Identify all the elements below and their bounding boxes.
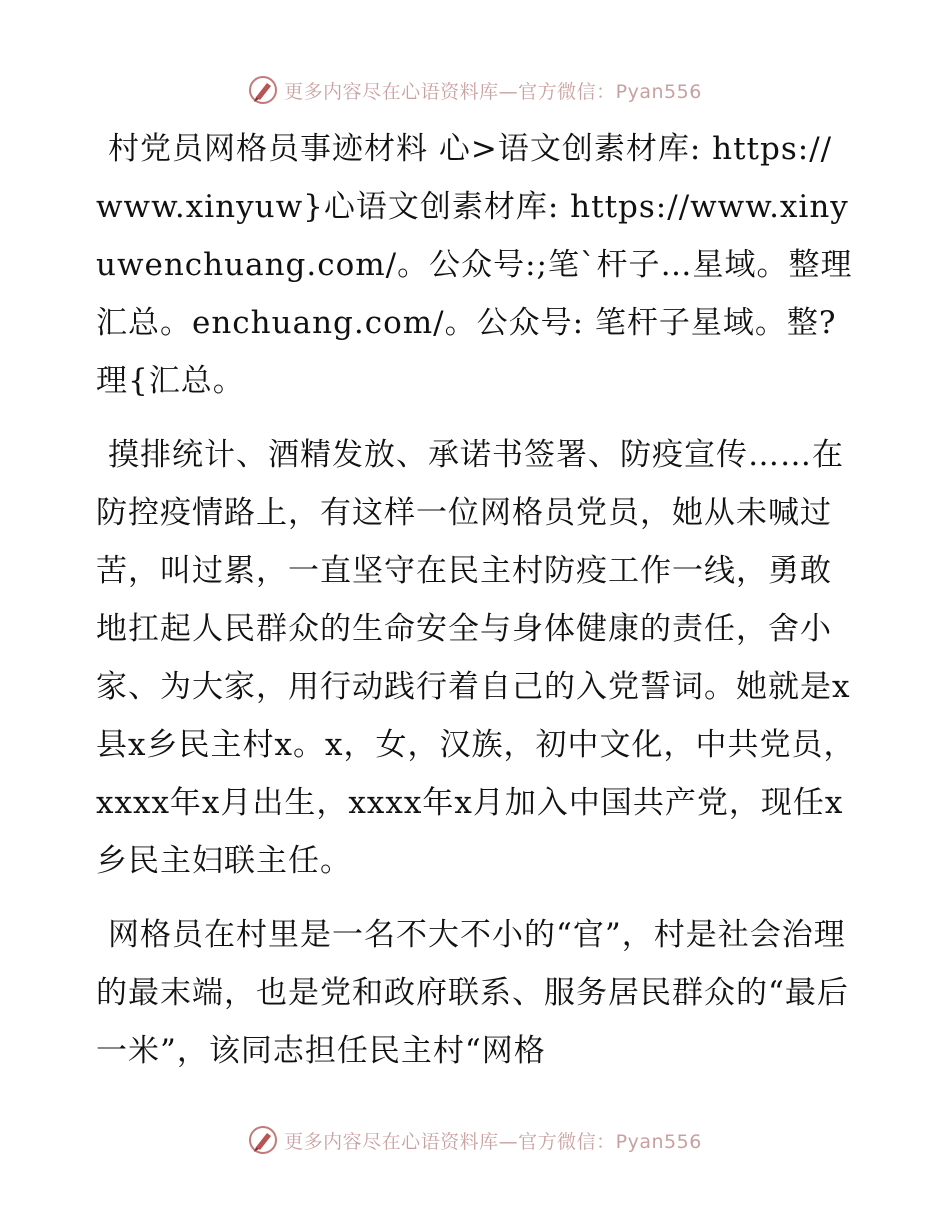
paragraph-body-2 xyxy=(96,906,856,1080)
paragraph-text: 摸排统计、酒精发放、承诺书签署、防疫宣传……在防控疫情路上，有这样一位网格员党员，她从未喊过苦，叫过累，一直坚守在民主村防疫工作一线，勇敢地扛起人民群众的生命安全与身体健康的责任，舍小家、为大家，用行动践行着自己的入党誓词。她就是x县x乡民主村x。x，女，汉族，初中文化，中共党员，xxxx年x月出生，xxxx年x月加入中国共产党，现任x乡民主妇联主任。 xyxy=(96,437,856,879)
footer-watermark xyxy=(0,1120,950,1160)
watermark-group xyxy=(248,1125,702,1155)
document-body xyxy=(96,120,856,1096)
pen-logo-icon xyxy=(248,75,278,105)
paragraph-body-1 xyxy=(96,426,856,890)
paragraph-title xyxy=(96,120,856,410)
paragraph-text: 网格员在村里是一名不大不小的“官”，村是社会治理的最末端，也是党和政府联系、服务居民群众的“最后一米”，该同志担任民主村“网格 xyxy=(96,917,849,1069)
watermark-text: 更多内容尽在心语资料库—官方微信：Pyan556 xyxy=(284,1130,702,1153)
watermark-group xyxy=(248,75,702,105)
pen-logo-icon xyxy=(248,1125,278,1155)
header-watermark xyxy=(0,70,950,110)
paragraph-text: 村党员网格员事迹材料 心>语文创素材库: https://www.xinyuw}心语文创素材库: https://www.xinyuwenchuang.com/。公众号:;笔`杆子…星域。整理汇总。enchuang.com/。公众号: 笔杆子星域。整?理{汇总。 xyxy=(96,131,853,399)
watermark-text: 更多内容尽在心语资料库—官方微信：Pyan556 xyxy=(284,80,702,103)
